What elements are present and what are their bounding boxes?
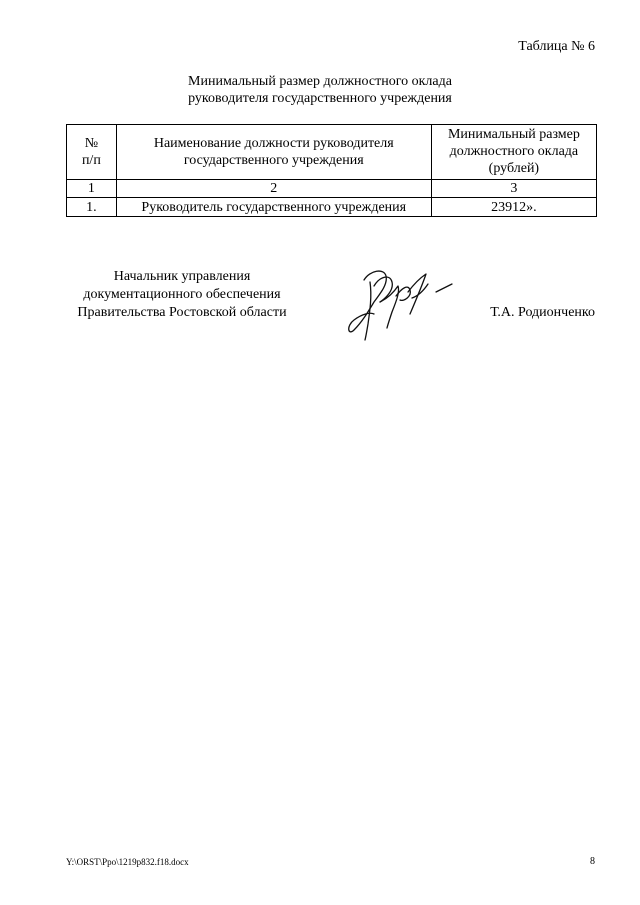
footer-file-path: Y:\ORST\Ppo\1219p832.f18.docx [66, 857, 189, 867]
header-cell-number [67, 125, 117, 180]
header-cell-line: Наименование должности руководителя [153, 135, 394, 151]
salary-value-cell: 23912». [431, 198, 596, 217]
signer-position [66, 268, 298, 322]
header-cell-salary [431, 125, 596, 180]
header-cell-line: государственного учреждения [183, 152, 364, 168]
table-title-line: руководителя государственного учреждения [188, 91, 452, 106]
handwritten-signature [340, 262, 455, 344]
header-cell-position [116, 125, 431, 180]
row-number-cell: 1. [67, 198, 117, 217]
table-number-label: Таблица № 6 [518, 39, 595, 54]
table-header-row [67, 125, 597, 180]
signer-position-line: Начальник управления [113, 269, 251, 284]
salary-table [66, 124, 597, 217]
signer-name: Т.А. Родионченко [490, 305, 595, 320]
header-cell-line: № [84, 135, 99, 151]
table-title-line: Минимальный размер должностного оклада [188, 74, 452, 89]
column-number-cell: 1 [67, 180, 117, 198]
signer-position-line: Правительства Ростовской области [77, 305, 287, 320]
table-row [67, 198, 597, 217]
column-number-cell: 3 [431, 180, 596, 198]
table-title [0, 73, 640, 107]
signer-position-line: документационного обеспечения [83, 287, 281, 302]
column-number-row [67, 180, 597, 198]
header-cell-line: п/п [81, 152, 101, 168]
position-name-cell: Руководитель государственного учреждения [116, 198, 431, 217]
header-cell-line: (рублей) [488, 161, 540, 176]
header-cell-line: Минимальный размер [447, 127, 580, 142]
column-number-cell: 2 [116, 180, 431, 198]
header-cell-line: должностного оклада [449, 144, 579, 159]
page-number: 8 [590, 856, 595, 867]
